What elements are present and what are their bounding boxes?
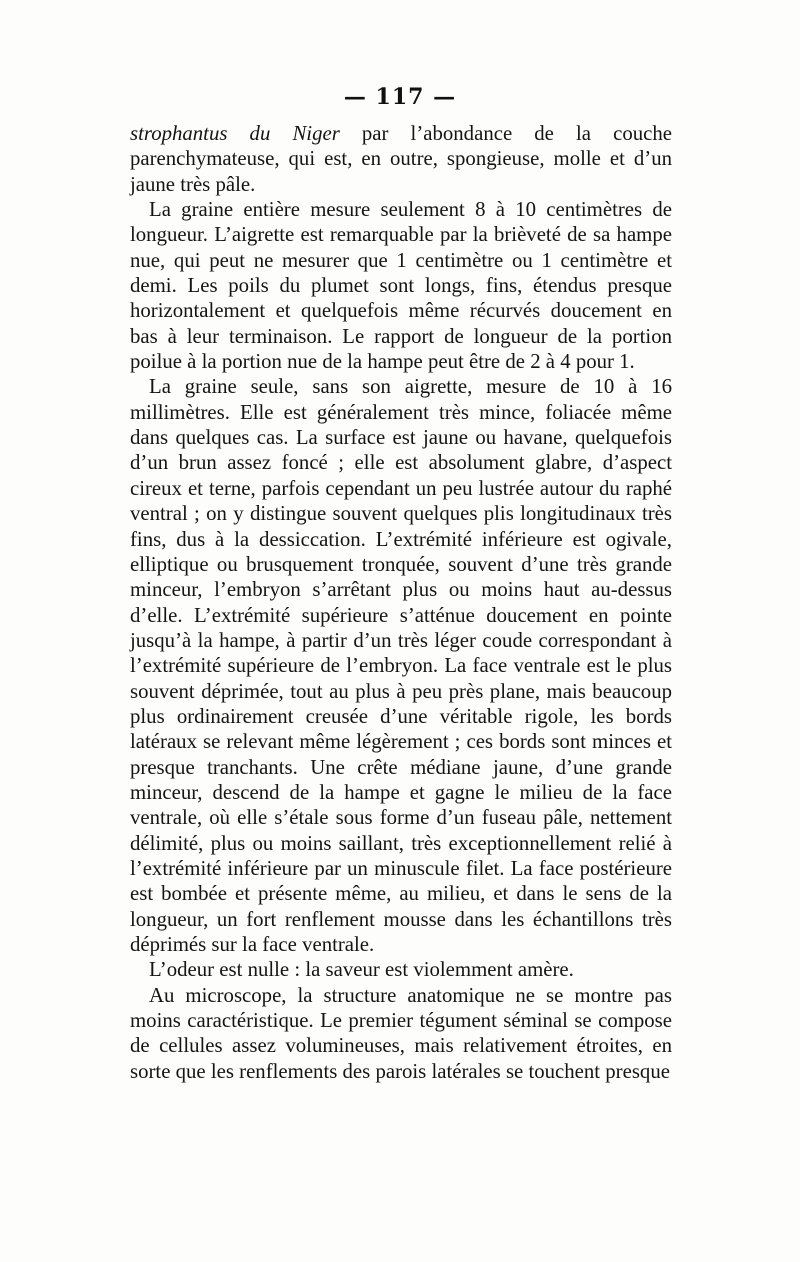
paragraph-odor: L’odeur est nulle : la saveur est violemment amère. (149, 958, 574, 982)
paragraph-text: par l’abondance de la couche parenchymateuse, qui est, en outre, spongieuse, molle et d’un jaune très pâle. (130, 122, 672, 196)
italic-lead: strophantus du Niger (130, 122, 340, 145)
paragraph-microscope: Au microscope, la structure anatomique ne se montre pas moins caractéristique. Le premier tégument séminal se compose de cellules assez volumineuses, mais relativement étroites, en sorte que les renflements des parois latérales se touchent presque (130, 983, 672, 1083)
paragraph-seed-description: La graine seule, sans son aigrette, mesure de 10 à 16 millimètres. Elle est généralement très mince, foliacée même dans quelques cas. La surface est jaune ou havane, quelquefois d’un brun assez foncé ; elle est absolument glabre, d’aspect cireux et terne, parfois cependant un peu lustrée autour du raphé ventral ; on y distingue souvent quelques plis longitudinaux très fins, dus à la dessiccation. L’extrémité inférieure est ogivale, elliptique ou brusquement tronquée, souvent d’une très grande minceur, l’embryon s’arrêtant plus ou moins haut au-dessus d’elle. L’extrémité supérieure s’atténue doucement en pointe jusqu’à la hampe, à partir d’un très léger coude correspondant à l’extrémité supérieure de l’embryon. La face ventrale est le plus souvent déprimée, tout au plus à peu près plane, mais beaucoup plus ordinairement creusée d’une véritable rigole, les bords latéraux se relevant même légèrement ; ces bords sont minces et presque tranchants. Une crête médiane jaune, d’une grande minceur, descend de la hampe et gagne le milieu de la face ventrale, où elle s’étale sous forme d’un fuseau pâle, nettement délimité, plus ou moins saillant, très exceptionnellement relié à l’extrémité inférieure par un minuscule filet. La face postérieure est bombée et présente même, au milieu, et dans le sens de la longueur, un fort renflement mousse dans les échantillons très déprimés sur la face ventrale. (130, 375, 672, 956)
paragraph-continuation (130, 121, 672, 197)
page-number: — 117 — (343, 84, 457, 110)
body-text (130, 121, 672, 1084)
paragraph-seed-size: La graine entière mesure seulement 8 à 10 centimètres de longueur. L’aigrette est remarquable par la brièveté de sa hampe nue, qui peut ne mesurer que 1 centimètre ou 1 centimètre et demi. Les poils du plumet sont longs, fins, étendus presque horizontalement et quelquefois même récurvés doucement en bas à leur terminaison. Le rapport de longueur de la portion poilue à la portion nue de la hampe peut être de 2 à 4 pour 1. (130, 198, 672, 374)
